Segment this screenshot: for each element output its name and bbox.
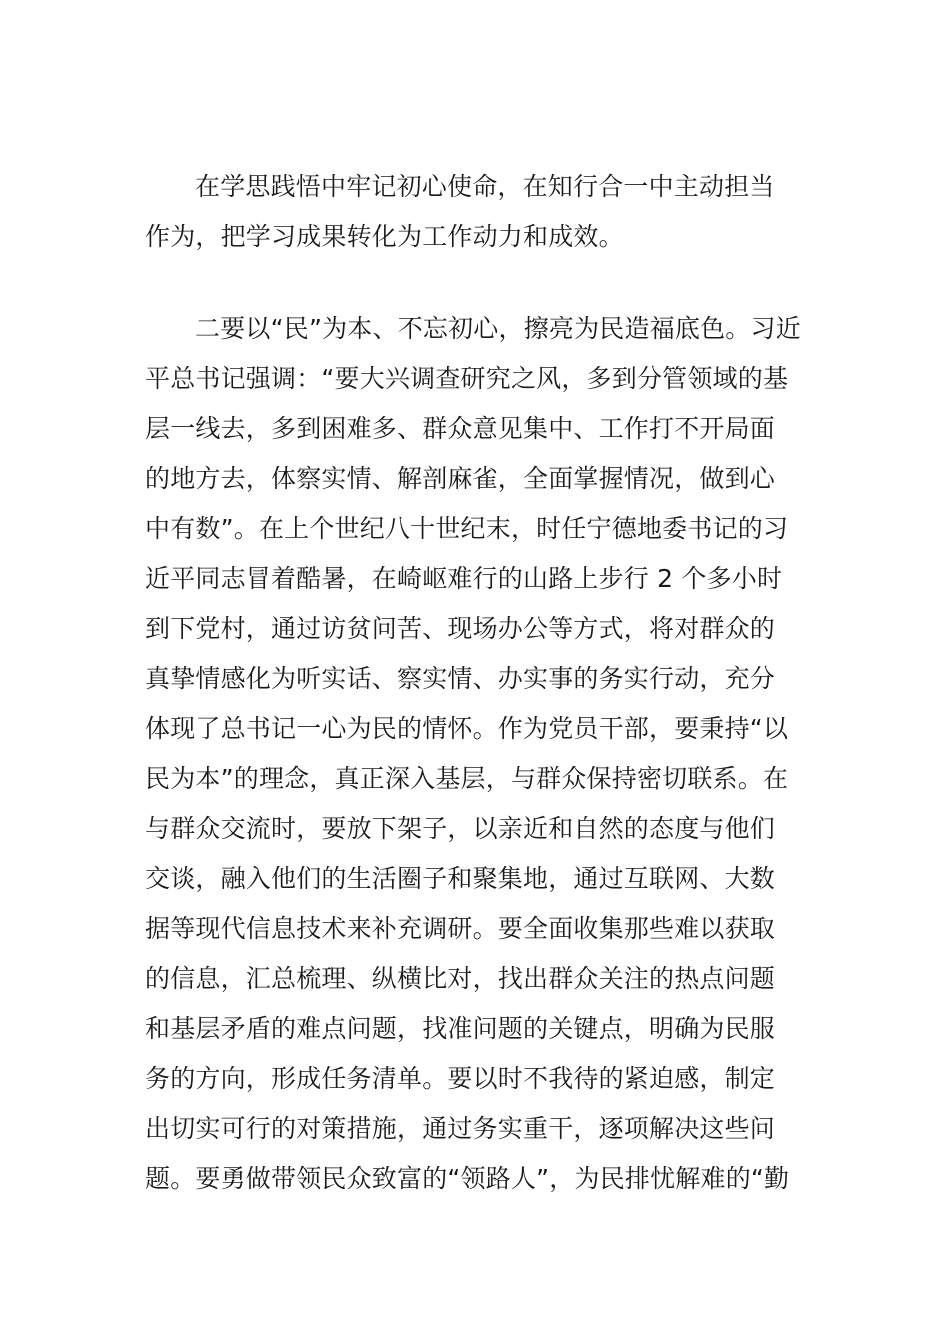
text-line: 平总书记强调：“要大兴调查研究之风，多到分管领域的基: [145, 364, 789, 393]
text-line: 出切实可行的对策措施，通过务实重干，逐项解决这些问: [145, 1114, 776, 1143]
text-line: 二要以“民”为本、不忘初心，擦亮为民造福底色。习近: [195, 314, 801, 343]
text-line: 作为，把学习成果转化为工作动力和成效。: [145, 222, 624, 251]
text-line: 体现了总书记一心为民的情怀。作为党员干部，要秉持“以: [145, 714, 789, 743]
text-line: 在学思践悟中牢记初心使命，在知行合一中主动担当: [195, 172, 775, 201]
text-line: 真挚情感化为听实话、察实情、办实事的务实行动，充分: [145, 664, 776, 693]
text-line: 和基层矛盾的难点问题，找准问题的关键点，明确为民服: [145, 1014, 776, 1043]
text-line: 的地方去，体察实情、解剖麻雀，全面掌握情况，做到心: [145, 464, 776, 493]
text-line: 交谈，融入他们的生活圈子和聚集地，通过互联网、大数: [145, 864, 776, 893]
paragraph-spacer: [145, 262, 805, 304]
text-line: 与群众交流时，要放下架子，以亲近和自然的态度与他们: [145, 814, 776, 843]
text-line: 民为本”的理念，真正深入基层，与群众保持密切联系。在: [145, 764, 789, 793]
paragraph-2: [145, 304, 805, 1204]
paragraph-1: [145, 162, 805, 262]
text-line: 题。要勇做带领民众致富的“领路人”，为民排忧解难的“勤: [145, 1164, 790, 1193]
text-line: 层一线去，多到困难多、群众意见集中、工作打不开局面: [145, 414, 776, 443]
text-line: 中有数”。在上个世纪八十世纪末，时任宁德地委书记的习: [145, 514, 789, 543]
text-line: 务的方向，形成任务清单。要以时不我待的紧迫感，制定: [145, 1064, 776, 1093]
text-line: 据等现代信息技术来补充调研。要全面收集那些难以获取: [145, 914, 776, 943]
text-line: 到下党村，通过访贫问苦、现场办公等方式，将对群众的: [145, 614, 776, 643]
text-line: 近平同志冒着酷暑，在崎岖难行的山路上步行 2 个多小时: [145, 564, 783, 593]
document-body: [145, 162, 805, 1204]
text-line: 的信息，汇总梳理、纵横比对，找出群众关注的热点问题: [145, 964, 776, 993]
